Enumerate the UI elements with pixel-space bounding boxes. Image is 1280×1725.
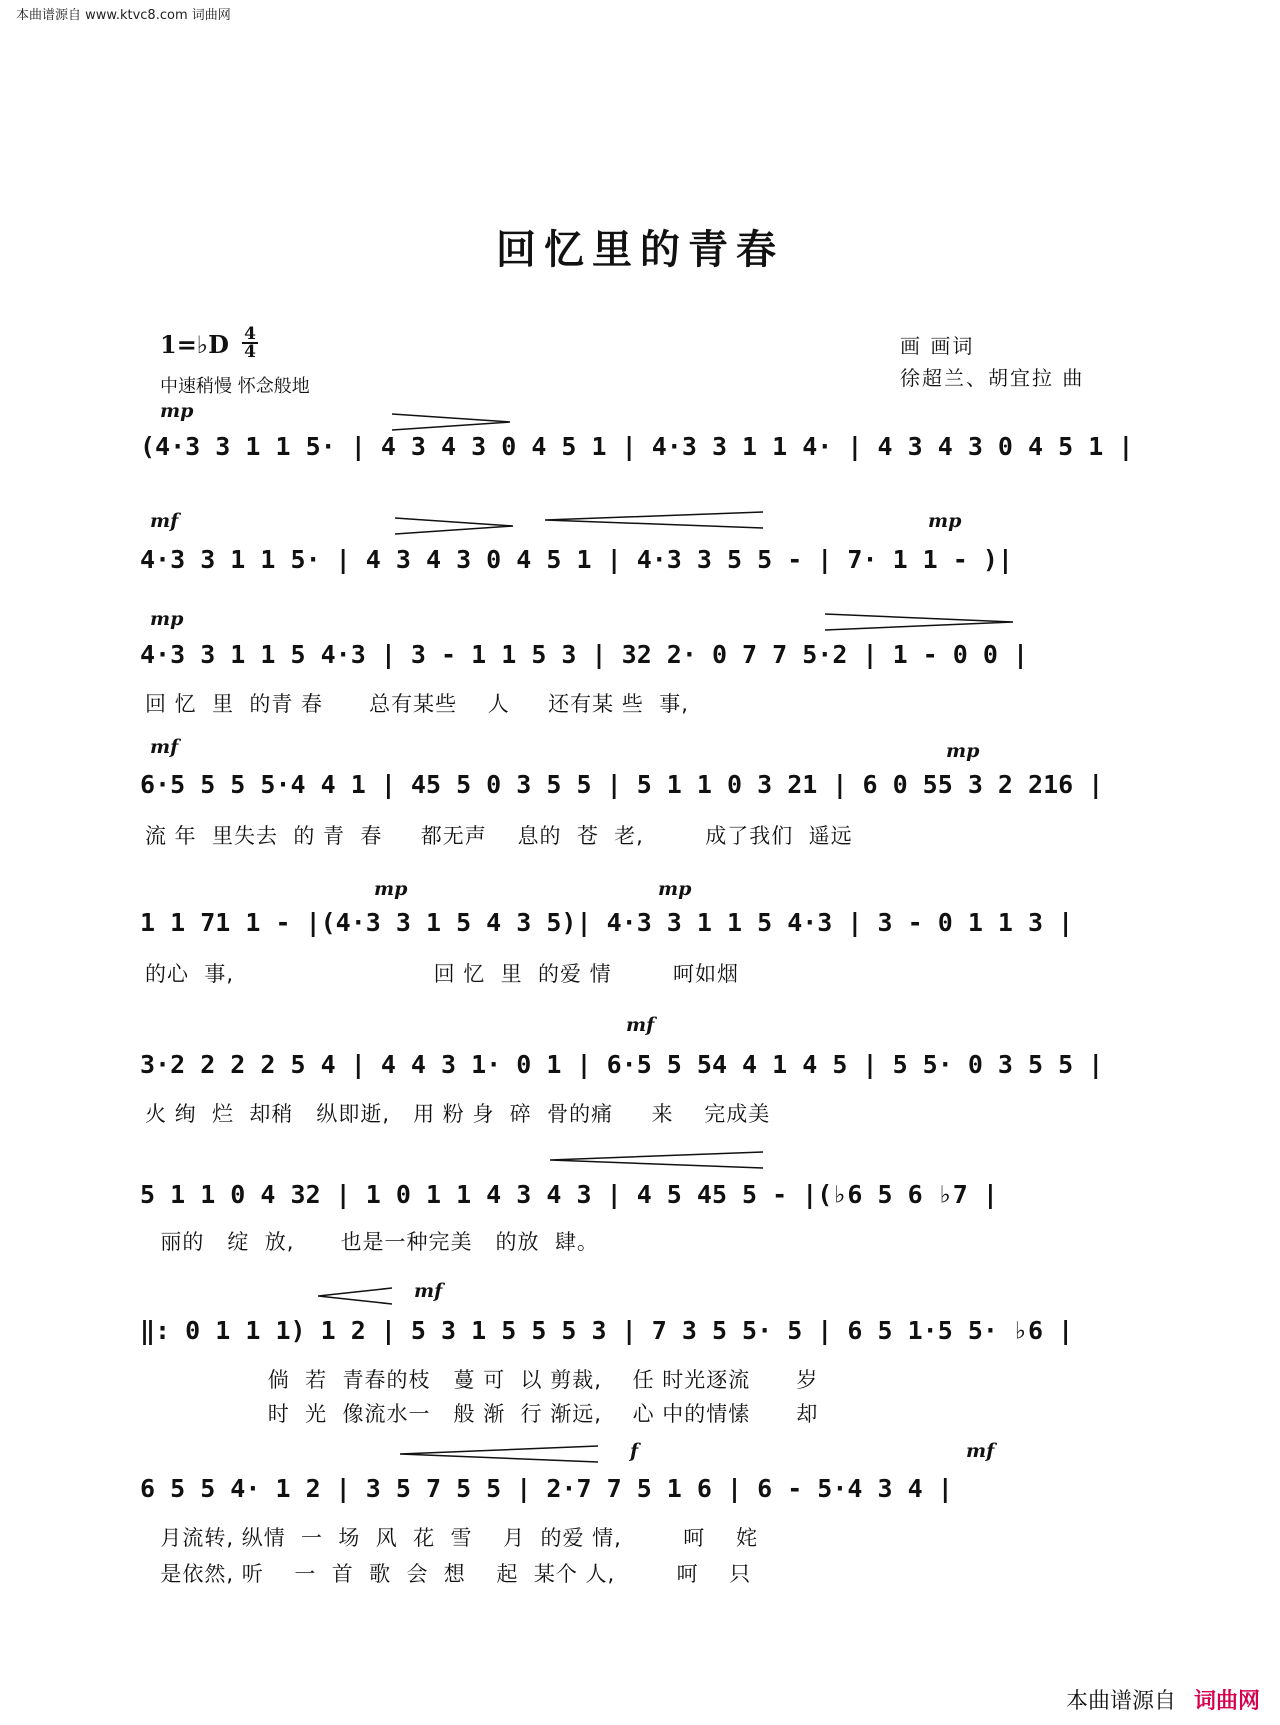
lyric-line: 时 光 像流水一 般 渐 行 渐远, 心 中的情愫 却 xyxy=(145,1402,819,1426)
dynamic-mark: mf xyxy=(150,510,179,532)
lyric-line: 火 绚 烂 却稍 纵即逝, 用 粉 身 碎 骨的痛 来 完成美 xyxy=(145,1102,771,1126)
decrescendo-hairpin xyxy=(395,516,515,536)
footer-source xyxy=(1066,1684,1260,1715)
tempo-marking: 中速稍慢 怀念般地 xyxy=(160,376,310,397)
lyric-line: 丽的 绽 放, 也是一种完美 的放 肆。 xyxy=(145,1230,599,1254)
lyric-line: 月流转, 纵情 一 场 风 花 雪 月 的爱 情, 呵 姹 xyxy=(145,1526,758,1550)
time-sig-bottom: 4 xyxy=(244,342,256,362)
lyric-line: 倘 若 青春的枝 蔓 可 以 剪裁, 任 时光逐流 岁 xyxy=(145,1368,819,1392)
notation-line-1: (4·3 3 1 1 5· | 4 3 4 3 0 4 5 1 | 4·3 3 1 1 4· | 4 3 4 3 0 4 5 1 | xyxy=(140,432,1134,461)
notation-line-4: 6·5 5 5 5·4 4 1 | 45 5 0 3 5 5 | 5 1 1 0 3 21 | 6 0 55 3 2 216 | xyxy=(140,770,1104,799)
dynamic-mark: mp xyxy=(374,878,408,900)
lyric-line: 是依然, 听 一 首 歌 会 想 起 某个 人, 呵 只 xyxy=(145,1562,752,1586)
key-signature: 1=♭D xyxy=(160,330,229,359)
dynamic-mark: mf xyxy=(966,1440,995,1462)
crescendo-hairpin xyxy=(400,1444,600,1464)
dynamic-mark: mf xyxy=(626,1014,655,1036)
composer-credit: 徐超兰、胡宜拉 曲 xyxy=(900,366,1085,390)
dynamic-mark: f xyxy=(630,1440,639,1462)
notation-line-5: 1 1 71 1 - |(4·3 3 1 5 4 3 5)| 4·3 3 1 1 5 4·3 | 3 - 0 1 1 3 | xyxy=(140,908,1074,937)
decrescendo-hairpin xyxy=(392,412,512,432)
notation-line-7: 5 1 1 0 4 32 | 1 0 1 1 4 3 4 3 | 4 5 45 5 - |(♭6 5 6 ♭7 | xyxy=(140,1180,998,1209)
notation-line-2: 4·3 3 1 1 5· | 4 3 4 3 0 4 5 1 | 4·3 3 5 5 - | 7· 1 1 - )| xyxy=(140,545,1013,574)
dynamic-mark: mp xyxy=(150,608,184,630)
notation-line-6: 3·2 2 2 2 5 4 | 4 4 3 1· 0 1 | 6·5 5 54 4 1 4 5 | 5 5· 0 3 5 5 | xyxy=(140,1050,1104,1079)
time-sig-top: 4 xyxy=(242,326,258,344)
dynamic-mark: mp xyxy=(928,510,962,532)
decrescendo-hairpin xyxy=(825,612,1015,632)
crescendo-hairpin xyxy=(550,1150,765,1170)
crescendo-hairpin xyxy=(545,510,765,530)
song-title: 回忆里的青春 xyxy=(496,226,784,273)
notation-line-9: 6 5 5 4· 1 2 | 3 5 7 5 5 | 2·7 7 5 1 6 | 6 - 5·4 3 4 | xyxy=(140,1474,953,1503)
dynamic-mark: mp xyxy=(160,400,194,422)
lyric-line: 的心 事, 回 忆 里 的爱 情 呵如烟 xyxy=(145,962,740,986)
credits xyxy=(900,330,1084,394)
lyricist-credit: 画 画词 xyxy=(900,334,975,358)
lyric-line: 回 忆 里 的青 春 总有某些 人 还有某 些 事, xyxy=(145,692,689,716)
lyric-line: 流 年 里失去 的 青 春 都无声 息的 苍 老, 成了我们 遥远 xyxy=(145,824,853,848)
dynamic-mark: mp xyxy=(946,740,980,762)
dynamic-mark: mf xyxy=(150,736,179,758)
watermark-top: 本曲谱源自 www.ktvc8.com 词曲网 xyxy=(16,8,231,23)
crescendo-hairpin xyxy=(318,1286,394,1306)
dynamic-mark: mf xyxy=(414,1280,443,1302)
footer-site-link[interactable]: 词曲网 xyxy=(1193,1689,1260,1714)
notation-line-8: ‖: 0 1 1 1) 1 2 | 5 3 1 5 5 5 3 | 7 3 5 5· 5 | 6 5 1·5 5· ♭6 | xyxy=(140,1316,1074,1345)
footer-source-text: 本曲谱源自 xyxy=(1065,1689,1176,1714)
dynamic-mark: mp xyxy=(658,878,692,900)
time-signature xyxy=(242,326,258,360)
notation-line-3: 4·3 3 1 1 5 4·3 | 3 - 1 1 5 3 | 32 2· 0 7 7 5·2 | 1 - 0 0 | xyxy=(140,640,1029,669)
